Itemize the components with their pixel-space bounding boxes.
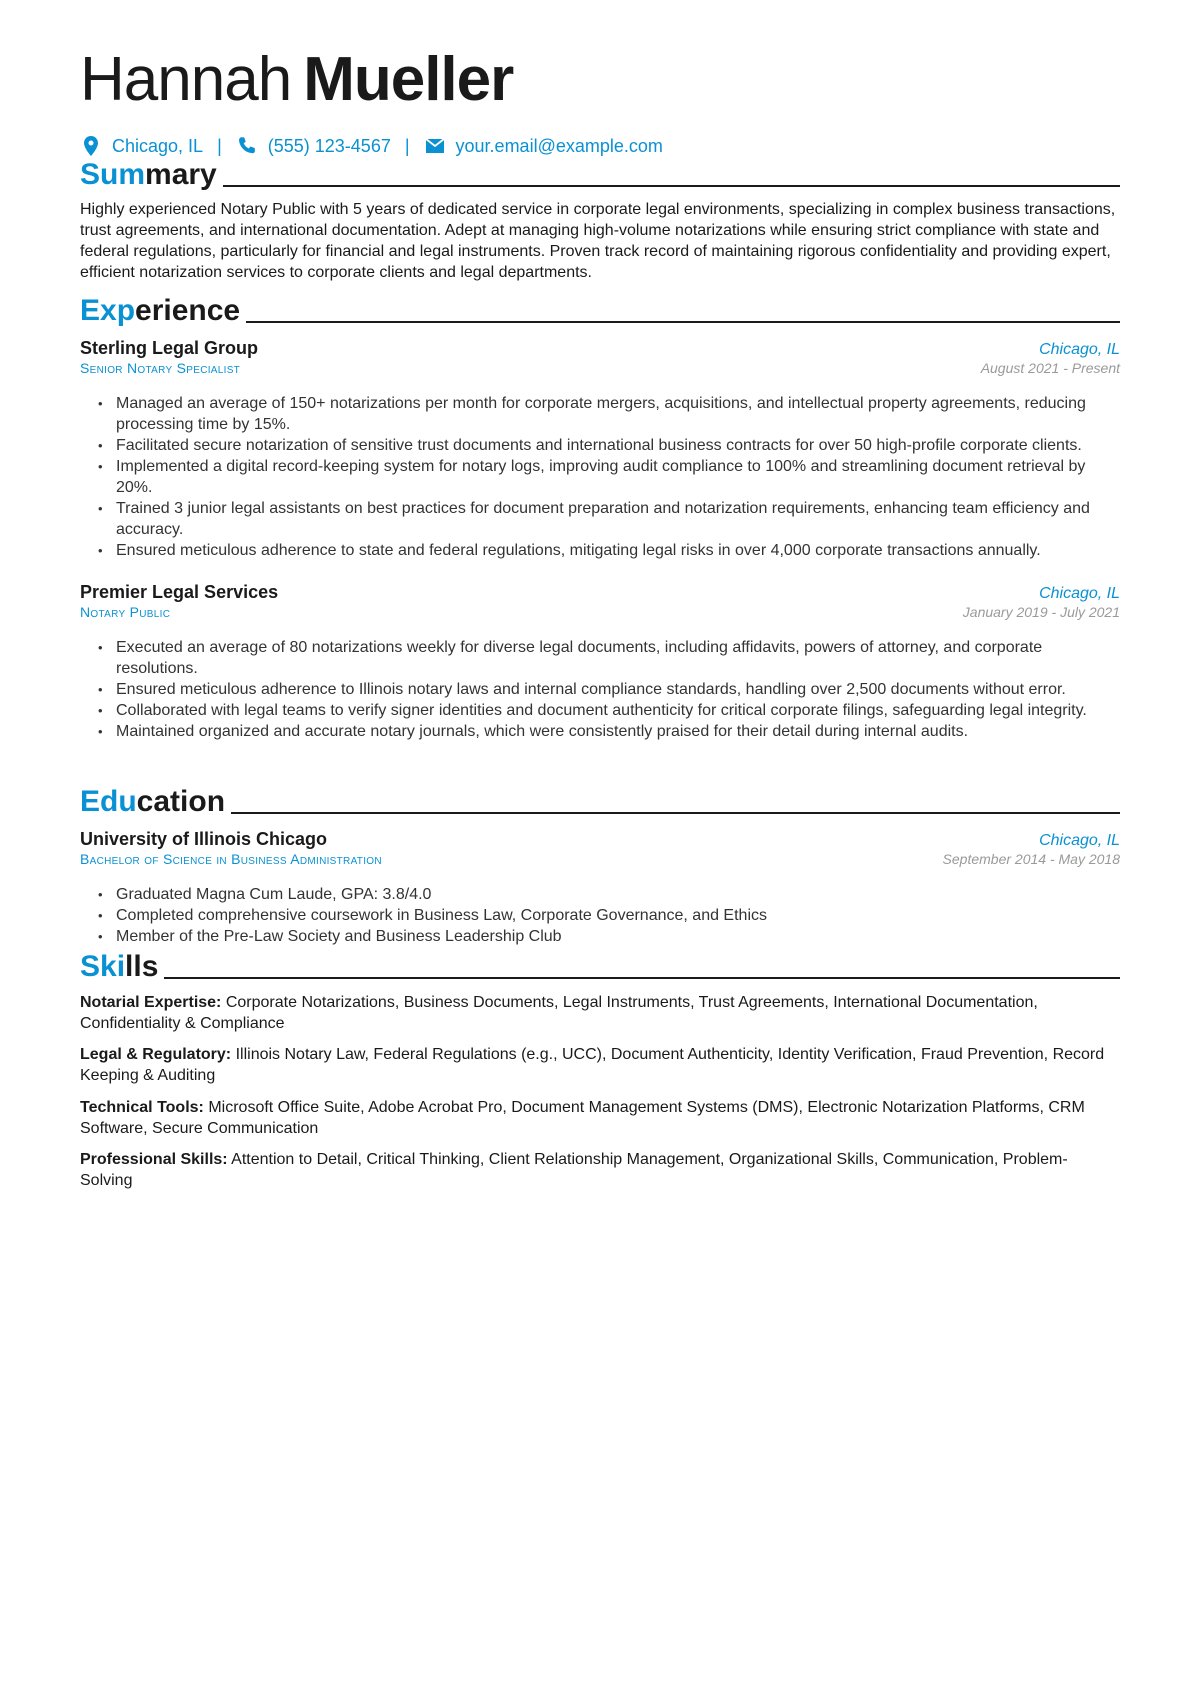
skill-group <box>80 1149 1120 1191</box>
skill-group <box>80 1097 1120 1139</box>
bullet-item: • Ensured meticulous adherence to Illinois notary laws and internal compliance standards, handling over 2,500 documents without error. <box>98 679 1120 700</box>
job-bullets <box>98 637 1120 742</box>
bullet-item: • Ensured meticulous adherence to state and federal regulations, mitigating legal risks in over 4,000 corporate transactions annually. <box>98 540 1120 561</box>
contact-phone[interactable] <box>236 135 391 157</box>
experience-entry <box>80 338 1120 382</box>
bullet-item: • Member of the Pre-Law Society and Business Leadership Club <box>98 926 1120 947</box>
job-location: Chicago, IL <box>1039 585 1120 602</box>
school-dates: September 2014 - May 2018 <box>942 851 1120 867</box>
bullet-item: • Implemented a digital record-keeping system for notary logs, improving audit compliance to 100% and streamlining document retrieval by 20%. <box>98 456 1120 498</box>
job-location: Chicago, IL <box>1039 341 1120 358</box>
experience-entry <box>80 582 1120 626</box>
section-title: Education <box>80 785 226 818</box>
section-title: Summary <box>80 158 217 191</box>
experience-heading <box>80 292 1120 328</box>
contact-separator: | <box>404 135 410 156</box>
contact-location <box>80 135 203 157</box>
map-pin-icon <box>80 135 102 157</box>
skill-group <box>80 1044 1120 1086</box>
skill-label: Professional Skills: <box>80 1151 228 1168</box>
section-title: Skills <box>80 950 159 983</box>
school-location: Chicago, IL <box>1039 832 1120 849</box>
skill-label: Technical Tools: <box>80 1099 204 1116</box>
summary-text: Highly experienced Notary Public with 5 years of dedicated service in corporate legal environments, specializing in complex business transactions, trust agreements, and international documentation. Adept at managing high-volume notarizations while ensuring strict compliance with state and federal regulations, particularly for financial and legal instruments. Proven track record of maintaining rigorous confidentiality and providing expert, efficient notarization services to corporate clients and legal departments. <box>80 201 1116 281</box>
section-title: Experience <box>80 294 241 327</box>
skill-items: Illinois Notary Law, Federal Regulations (e.g., UCC), Document Authenticity, Identity Verification, Fraud Prevention, Record Keeping & Auditing <box>80 1046 1105 1084</box>
email-link[interactable]: your.email@example.com <box>455 135 663 156</box>
phone-icon <box>236 135 258 157</box>
summary-heading <box>80 156 1120 192</box>
last-name: Mueller <box>303 45 514 114</box>
contact-separator: | <box>217 135 222 156</box>
education-entry <box>80 829 1120 873</box>
company-name: Premier Legal Services <box>80 582 279 602</box>
skill-group <box>80 992 1120 1034</box>
section-rule <box>231 812 1120 814</box>
bullet-item: • Completed comprehensive coursework in Business Law, Corporate Governance, and Ethics <box>98 905 1120 926</box>
first-name: Hannah <box>80 45 292 114</box>
bullet-item: • Maintained organized and accurate notary journals, which were consistently praised for their detail during internal audits. <box>98 721 1120 742</box>
skill-label: Legal & Regulatory: <box>80 1046 232 1063</box>
bullet-item: • Executed an average of 80 notarizations weekly for diverse legal documents, including affidavits, powers of attorney, and corporate resolutions. <box>98 637 1120 679</box>
company-name: Sterling Legal Group <box>80 338 259 358</box>
bullet-item: • Trained 3 junior legal assistants on best practices for document preparation and notarization requirements, enhancing team efficiency and accuracy. <box>98 498 1120 540</box>
bullet-item: • Managed an average of 150+ notarizations per month for corporate mergers, acquisitions, and intellectual property agreements, reducing processing time by 15%. <box>98 393 1120 435</box>
school-name: University of Illinois Chicago <box>80 829 328 849</box>
envelope-icon <box>424 135 446 157</box>
job-title: Notary Public <box>80 604 171 620</box>
education-heading <box>80 783 1120 819</box>
degree-title: Bachelor of Science in Business Administration <box>80 851 382 867</box>
candidate-name <box>80 44 513 116</box>
job-bullets <box>98 393 1120 561</box>
skill-items: Corporate Notarizations, Business Documents, Legal Instruments, Trust Agreements, International Documentation, Confidentiality & Compliance <box>80 994 1038 1032</box>
job-title: Senior Notary Specialist <box>80 360 241 376</box>
education-bullets <box>98 884 1120 947</box>
bullet-item: • Graduated Magna Cum Laude, GPA: 3.8/4.0 <box>98 884 1120 905</box>
section-rule <box>223 185 1120 187</box>
contact-line <box>80 134 663 158</box>
job-dates: August 2021 - Present <box>980 360 1120 376</box>
location-text: Chicago, IL <box>112 135 204 156</box>
bullet-item: • Facilitated secure notarization of sensitive trust documents and international business contracts for over 50 high-profile corporate clients. <box>98 435 1120 456</box>
bullet-item: • Collaborated with legal teams to verify signer identities and document authenticity for critical corporate filings, safeguarding legal integrity. <box>98 700 1120 721</box>
contact-email[interactable] <box>424 135 663 157</box>
skill-items: Microsoft Office Suite, Adobe Acrobat Pro, Document Management Systems (DMS), Electronic Notarization Platforms, CRM Software, Secure Communication <box>80 1099 1085 1137</box>
job-dates: January 2019 - July 2021 <box>962 604 1120 620</box>
skill-items: Attention to Detail, Critical Thinking, Client Relationship Management, Organizational Skills, Communication, Problem-Solving <box>80 1151 1068 1189</box>
section-rule <box>164 977 1120 979</box>
skill-label: Notarial Expertise: <box>80 994 222 1011</box>
section-rule <box>246 321 1120 323</box>
skills-heading <box>80 948 1120 984</box>
phone-text[interactable]: (555) 123-4567 <box>267 135 391 156</box>
